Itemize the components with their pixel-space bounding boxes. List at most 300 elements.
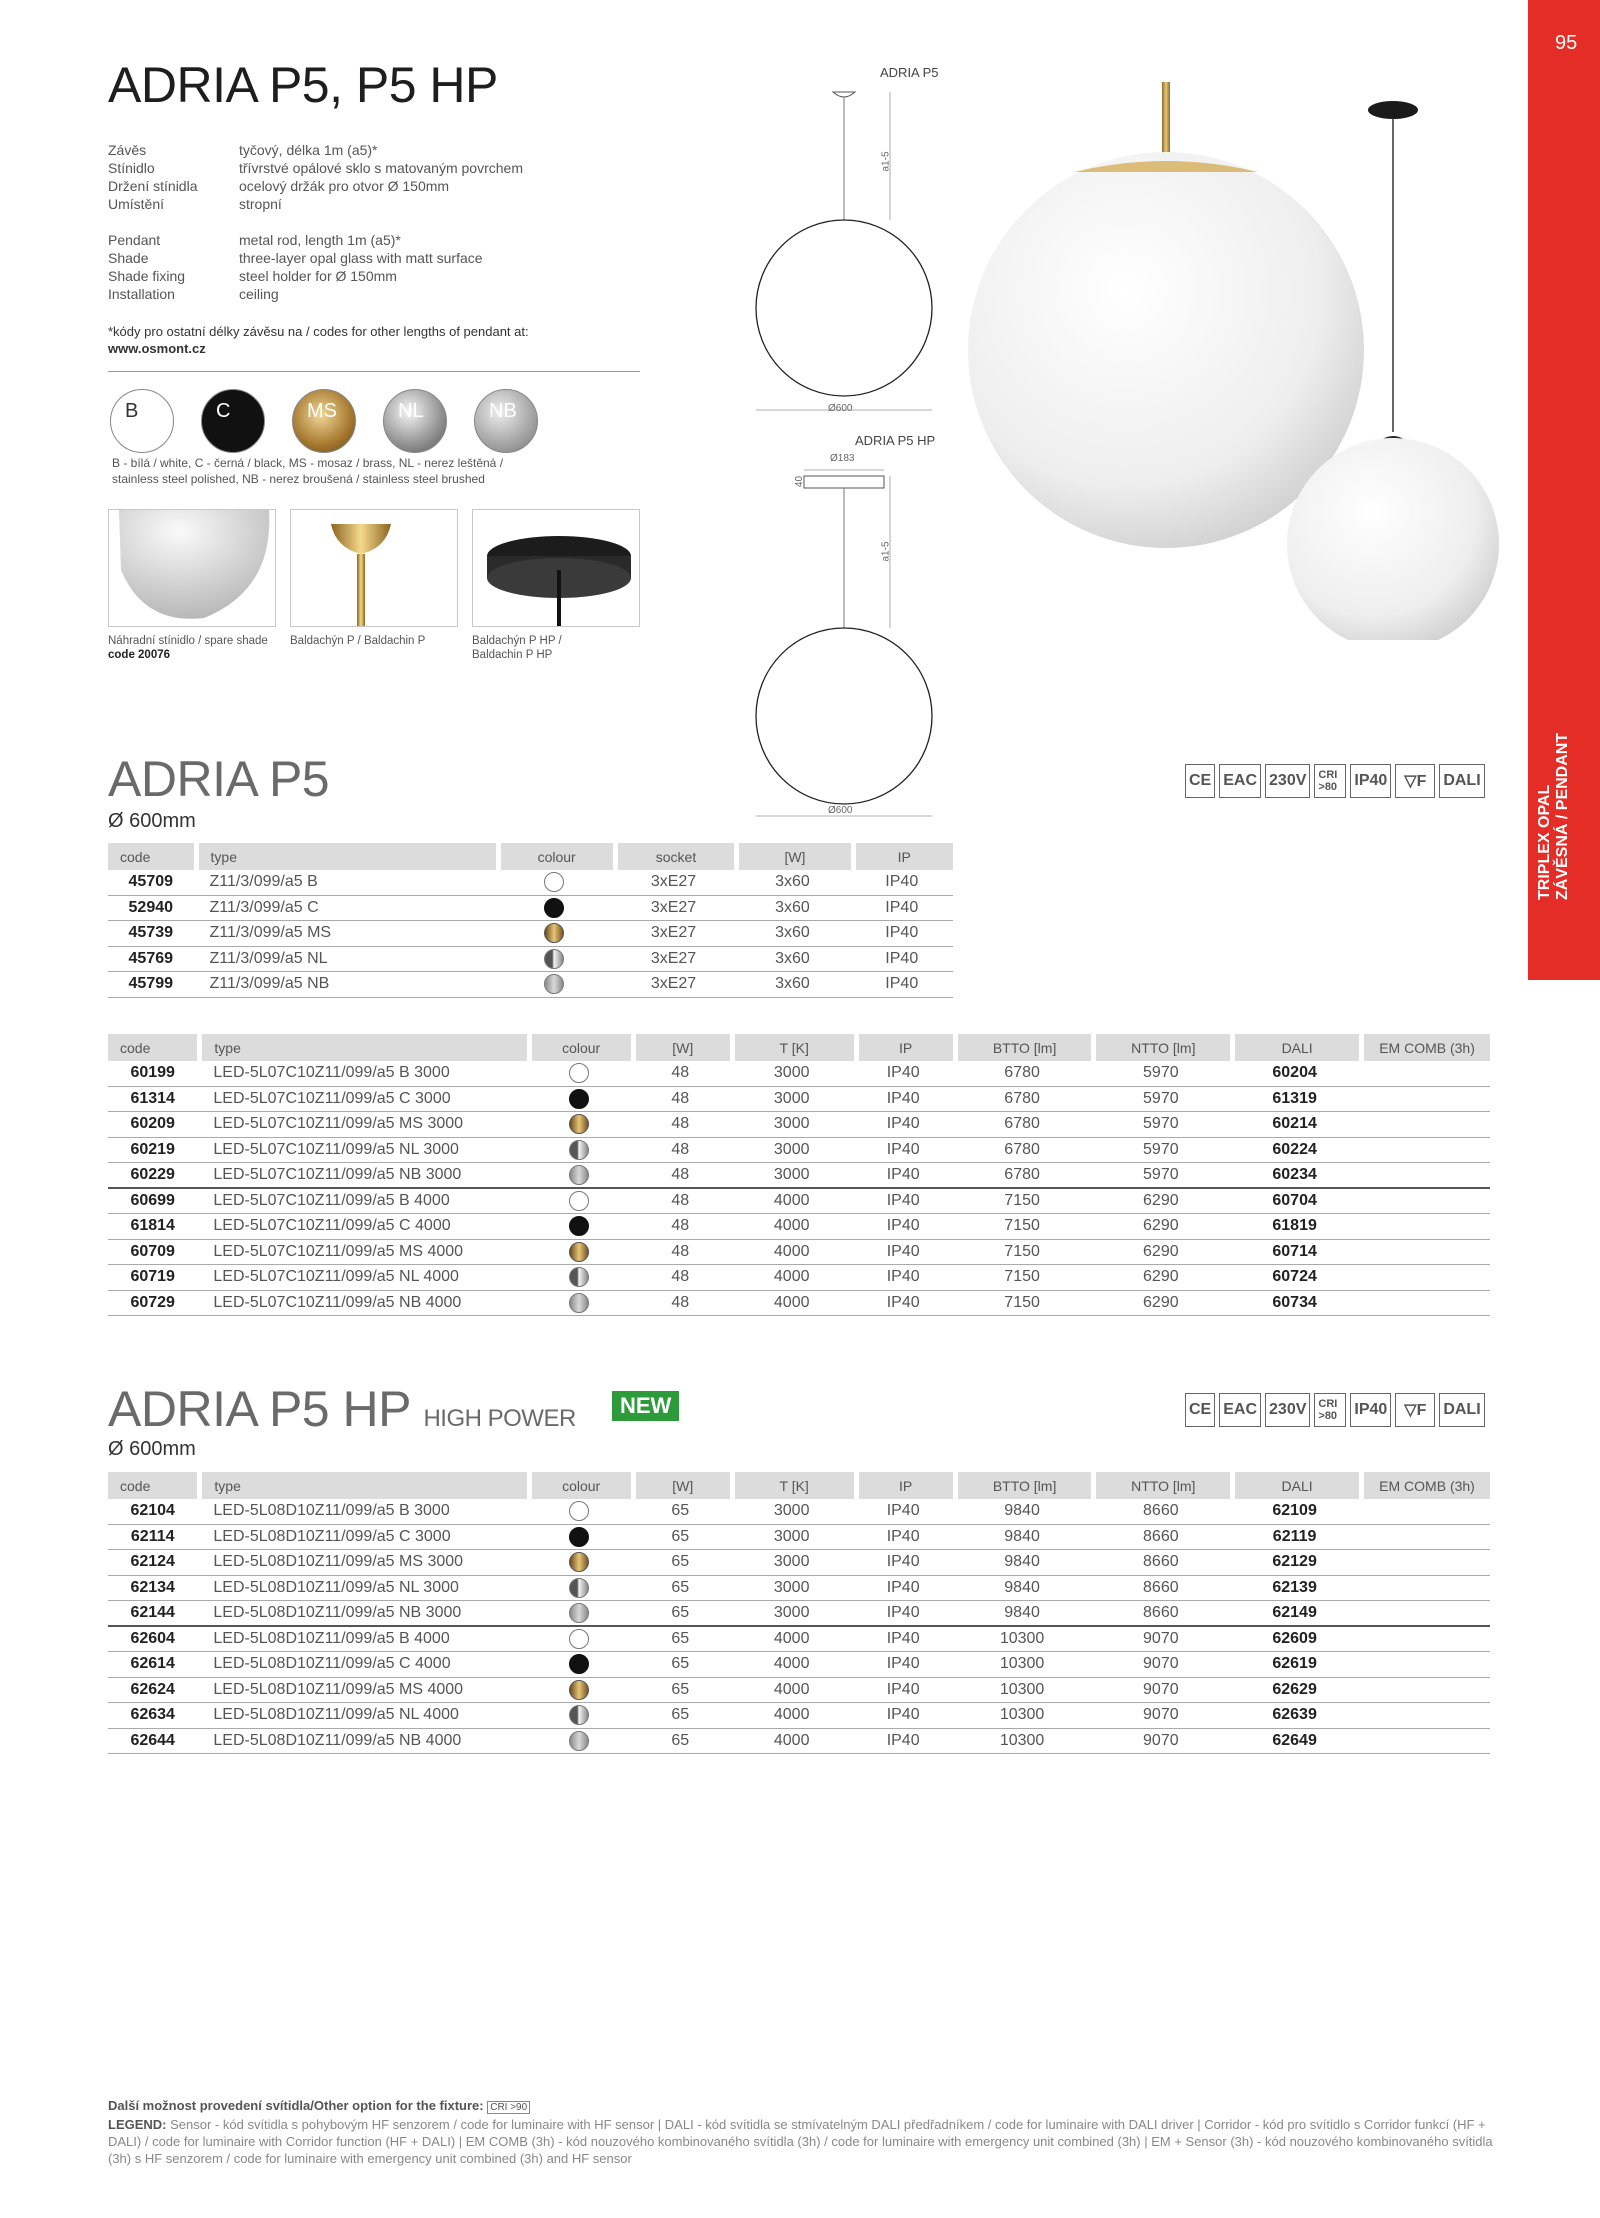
product-type: LED-5L08D10Z11/099/a5 C 3000 bbox=[197, 1525, 526, 1551]
dali-code: 62649 bbox=[1230, 1729, 1359, 1755]
table-row bbox=[108, 1138, 1490, 1164]
table-cell: 4000 bbox=[730, 1265, 854, 1291]
product-code: 60209 bbox=[108, 1112, 197, 1138]
spec-label: Installation bbox=[108, 286, 175, 302]
colour-swatch-cell bbox=[527, 1652, 631, 1678]
colour-dot-icon bbox=[569, 1603, 589, 1623]
product-code: 45769 bbox=[108, 947, 194, 973]
table-cell: 8660 bbox=[1091, 1576, 1230, 1602]
colour-dot-icon bbox=[569, 1501, 589, 1521]
colour-dot-icon bbox=[569, 1191, 589, 1211]
section-title-text: ADRIA P5 HP bbox=[108, 1381, 411, 1437]
colour-dot-icon bbox=[569, 1216, 589, 1236]
colour-swatch-cell bbox=[527, 1627, 631, 1653]
product-type: LED-5L07C10Z11/099/a5 MS 4000 bbox=[197, 1240, 526, 1266]
swatch-steel-brushed bbox=[474, 389, 538, 453]
spec-value: metal rod, length 1m (a5)* bbox=[239, 232, 401, 248]
column-header: IP bbox=[854, 1034, 953, 1061]
ip-icon: IP40 bbox=[1350, 764, 1391, 798]
table-row bbox=[108, 1214, 1490, 1240]
table-cell: 8660 bbox=[1091, 1601, 1230, 1627]
colour-dot-icon bbox=[544, 974, 564, 994]
colour-swatch-cell bbox=[527, 1291, 631, 1317]
column-header: type bbox=[197, 1472, 526, 1499]
column-header: code bbox=[108, 843, 194, 870]
spec-label: Shade bbox=[108, 250, 149, 266]
table-cell: 8660 bbox=[1091, 1550, 1230, 1576]
product-code: 60199 bbox=[108, 1061, 197, 1087]
column-header: IP bbox=[851, 843, 953, 870]
product-code: 62124 bbox=[108, 1550, 197, 1576]
table-cell: 5970 bbox=[1091, 1163, 1230, 1189]
table-p5hp-led bbox=[108, 1472, 1490, 1754]
colour-swatch-cell bbox=[527, 1189, 631, 1215]
table-cell: 6780 bbox=[953, 1087, 1092, 1113]
colour-dot-icon bbox=[569, 1578, 589, 1598]
table-cell: 6780 bbox=[953, 1112, 1092, 1138]
table-cell: 6290 bbox=[1091, 1240, 1230, 1266]
section-subtitle-p5hp: Ø 600mm bbox=[108, 1438, 196, 1460]
column-header: colour bbox=[496, 843, 613, 870]
footer bbox=[108, 2097, 1498, 2167]
colour-dot-icon bbox=[569, 1114, 589, 1134]
section-title-suffix: HIGH POWER bbox=[423, 1405, 576, 1432]
table-cell: 3xE27 bbox=[613, 972, 735, 998]
column-header: BTTO [lm] bbox=[953, 1034, 1092, 1061]
product-type: LED-5L07C10Z11/099/a5 C 3000 bbox=[197, 1087, 526, 1113]
table-cell: 4000 bbox=[730, 1214, 854, 1240]
table-cell bbox=[1359, 1729, 1490, 1755]
product-type: LED-5L07C10Z11/099/a5 NB 4000 bbox=[197, 1291, 526, 1317]
column-header: DALI bbox=[1230, 1472, 1359, 1499]
product-code: 45799 bbox=[108, 972, 194, 998]
table-cell: 9070 bbox=[1091, 1652, 1230, 1678]
table-cell: IP40 bbox=[854, 1627, 953, 1653]
table-row bbox=[108, 1525, 1490, 1551]
table-cell bbox=[1359, 1240, 1490, 1266]
table-cell: IP40 bbox=[851, 870, 953, 896]
table-p5-led bbox=[108, 1034, 1490, 1316]
table-cell bbox=[1359, 1525, 1490, 1551]
colour-swatch-cell bbox=[496, 921, 613, 947]
table-cell bbox=[1359, 1291, 1490, 1317]
dali-code: 60704 bbox=[1230, 1189, 1359, 1215]
table-cell bbox=[1359, 1652, 1490, 1678]
table-row bbox=[108, 1601, 1490, 1627]
colour-swatch-cell bbox=[527, 1240, 631, 1266]
table-cell: 7150 bbox=[953, 1291, 1092, 1317]
table-cell: 4000 bbox=[730, 1240, 854, 1266]
table-cell: 4000 bbox=[730, 1729, 854, 1755]
accessory-code: code 20076 bbox=[108, 649, 171, 661]
dali-code: 62639 bbox=[1230, 1703, 1359, 1729]
colour-dot-icon bbox=[569, 1705, 589, 1725]
table-cell: 48 bbox=[631, 1163, 730, 1189]
table-cell: 65 bbox=[631, 1525, 730, 1551]
table-cell: 9070 bbox=[1091, 1678, 1230, 1704]
footer-legend: Sensor - kód svítidla s pohybovým HF senzorem / code for luminaire with HF sensor | DALI - kód svítidla se stmívatelným DALI předřadníkem / code for luminaire with DALI driver | Corridor - kód pro svítidlo s Corridor funkcí (HF + DALI) / code for luminaire with Corridor function (HF + DALI) | EM COMB (3h) - kód nouzového kombinovaného svítidla (3h) / code for luminaire with emergency unit combined (3h) | EM + Sensor (3h) - kód nouzového kombinovaného svítidla (3h) s HF senzorem / code for luminaire with emergency unit combined (3h) and HF sensor bbox=[108, 2117, 1493, 2166]
table-cell: 65 bbox=[631, 1627, 730, 1653]
colour-dot-icon bbox=[569, 1731, 589, 1751]
table-cell: 3000 bbox=[730, 1499, 854, 1525]
table-cell: 65 bbox=[631, 1703, 730, 1729]
table-cell: 8660 bbox=[1091, 1499, 1230, 1525]
table-cell: 4000 bbox=[730, 1652, 854, 1678]
dali-code: 60224 bbox=[1230, 1138, 1359, 1164]
side-label-line1: TRIPLEX OPAL bbox=[1536, 784, 1553, 900]
new-badge: NEW bbox=[612, 1391, 679, 1421]
table-row bbox=[108, 1061, 1490, 1087]
table-cell: IP40 bbox=[854, 1087, 953, 1113]
page-title: ADRIA P5, P5 HP bbox=[108, 57, 498, 113]
swatch-label: MS bbox=[307, 400, 337, 422]
colour-dot-icon bbox=[569, 1242, 589, 1262]
spec-value: tyčový, délka 1m (a5)* bbox=[239, 142, 378, 158]
table-cell: 3000 bbox=[730, 1087, 854, 1113]
column-header: T [K] bbox=[730, 1472, 854, 1499]
table-cell: 5970 bbox=[1091, 1087, 1230, 1113]
table-cell: 7150 bbox=[953, 1214, 1092, 1240]
table-cell: IP40 bbox=[851, 921, 953, 947]
table-cell: 3xE27 bbox=[613, 947, 735, 973]
table-cell: IP40 bbox=[854, 1112, 953, 1138]
cri-90-icon: CRI >90 bbox=[487, 2101, 530, 2114]
table-row bbox=[108, 921, 953, 947]
product-type: LED-5L08D10Z11/099/a5 NL 4000 bbox=[197, 1703, 526, 1729]
colour-swatch-cell bbox=[527, 1601, 631, 1627]
table-cell: IP40 bbox=[854, 1729, 953, 1755]
product-code: 61314 bbox=[108, 1087, 197, 1113]
product-code: 52940 bbox=[108, 896, 194, 922]
table-row bbox=[108, 1576, 1490, 1602]
table-cell: IP40 bbox=[851, 972, 953, 998]
table-cell bbox=[1359, 1627, 1490, 1653]
colour-swatch-cell bbox=[527, 1729, 631, 1755]
product-code: 62644 bbox=[108, 1729, 197, 1755]
table-cell: 65 bbox=[631, 1499, 730, 1525]
baldachin-p-image bbox=[290, 509, 458, 627]
table-cell bbox=[1359, 1138, 1490, 1164]
colour-swatch-cell bbox=[527, 1499, 631, 1525]
table-cell bbox=[1359, 1112, 1490, 1138]
dali-code: 60234 bbox=[1230, 1163, 1359, 1189]
divider bbox=[108, 371, 640, 372]
baldachin-p-illustration bbox=[291, 510, 458, 627]
colour-dot-icon bbox=[544, 923, 564, 943]
colour-swatch-cell bbox=[527, 1061, 631, 1087]
table-cell: 65 bbox=[631, 1550, 730, 1576]
column-header: [W] bbox=[631, 1034, 730, 1061]
colour-dot-icon bbox=[569, 1680, 589, 1700]
table-cell: 3000 bbox=[730, 1576, 854, 1602]
dimension-label: a1-5 bbox=[880, 151, 892, 172]
table-cell: 3xE27 bbox=[613, 896, 735, 922]
table-row bbox=[108, 947, 953, 973]
swatch-brass bbox=[292, 389, 356, 453]
spare-shade-illustration bbox=[109, 510, 276, 627]
colour-dot-icon bbox=[569, 1293, 589, 1313]
dali-icon: DALI bbox=[1439, 764, 1484, 798]
table-cell: 3x60 bbox=[734, 896, 850, 922]
table-cell: 9840 bbox=[953, 1576, 1092, 1602]
diagram-label-p5: ADRIA P5 bbox=[880, 65, 939, 80]
product-type: LED-5L08D10Z11/099/a5 MS 4000 bbox=[197, 1678, 526, 1704]
table-cell: 10300 bbox=[953, 1703, 1092, 1729]
table-cell: 3xE27 bbox=[613, 870, 735, 896]
dali-code: 62139 bbox=[1230, 1576, 1359, 1602]
table-row bbox=[108, 1163, 1490, 1189]
dali-code: 62129 bbox=[1230, 1550, 1359, 1576]
dimension-label: Ø183 bbox=[830, 453, 855, 464]
table-cell: 3x60 bbox=[734, 947, 850, 973]
colour-dot-icon bbox=[569, 1140, 589, 1160]
table-cell: 9840 bbox=[953, 1499, 1092, 1525]
table-cell bbox=[1359, 1678, 1490, 1704]
dali-code: 62119 bbox=[1230, 1525, 1359, 1551]
column-header: [W] bbox=[631, 1472, 730, 1499]
table-cell bbox=[1359, 1189, 1490, 1215]
column-header: socket bbox=[613, 843, 735, 870]
table-cell: 6290 bbox=[1091, 1265, 1230, 1291]
column-header: code bbox=[108, 1472, 197, 1499]
swatch-label: B bbox=[125, 400, 139, 422]
table-cell: 65 bbox=[631, 1678, 730, 1704]
product-type: LED-5L07C10Z11/099/a5 MS 3000 bbox=[197, 1112, 526, 1138]
table-header bbox=[108, 1472, 1490, 1499]
table-cell: 48 bbox=[631, 1214, 730, 1240]
swatch-label: C bbox=[216, 400, 231, 422]
spec-value: three-layer opal glass with matt surface bbox=[239, 250, 483, 266]
colour-swatch-cell bbox=[527, 1087, 631, 1113]
eac-icon: EAC bbox=[1219, 1393, 1261, 1427]
accessory-caption-text: Baldachin P HP bbox=[472, 649, 553, 661]
table-row bbox=[108, 1627, 1490, 1653]
table-cell bbox=[1359, 1163, 1490, 1189]
colour-swatch-cell bbox=[496, 870, 613, 896]
table-cell: IP40 bbox=[854, 1214, 953, 1240]
product-code: 61814 bbox=[108, 1214, 197, 1240]
product-type: LED-5L07C10Z11/099/a5 NL 3000 bbox=[197, 1138, 526, 1164]
product-type: Z11/3/099/a5 NB bbox=[194, 972, 496, 998]
table-cell: 3x60 bbox=[734, 870, 850, 896]
footer-option: Další možnost provedení svítidla/Other option for the fixture: bbox=[108, 2098, 484, 2113]
table-cell: IP40 bbox=[854, 1652, 953, 1678]
table-cell: IP40 bbox=[854, 1678, 953, 1704]
table-cell: 4000 bbox=[730, 1703, 854, 1729]
table-cell: 48 bbox=[631, 1138, 730, 1164]
cri-icon: CRI >80 bbox=[1314, 1393, 1346, 1427]
eac-icon: EAC bbox=[1219, 764, 1261, 798]
table-cell: 5970 bbox=[1091, 1112, 1230, 1138]
product-code: 60709 bbox=[108, 1240, 197, 1266]
table-cell: IP40 bbox=[854, 1163, 953, 1189]
column-header: type bbox=[194, 843, 496, 870]
swatch-black bbox=[201, 389, 265, 453]
product-type: Z11/3/099/a5 NL bbox=[194, 947, 496, 973]
product-type: LED-5L08D10Z11/099/a5 NB 3000 bbox=[197, 1601, 526, 1627]
table-cell: 48 bbox=[631, 1265, 730, 1291]
swatch-label: NB bbox=[489, 400, 517, 422]
colour-swatch-cell bbox=[527, 1138, 631, 1164]
table-cell: 5970 bbox=[1091, 1061, 1230, 1087]
colour-swatch-cell bbox=[527, 1576, 631, 1602]
table-cell: 6780 bbox=[953, 1061, 1092, 1087]
product-type: LED-5L08D10Z11/099/a5 NL 3000 bbox=[197, 1576, 526, 1602]
accessory-caption bbox=[108, 634, 288, 662]
dali-code: 61819 bbox=[1230, 1214, 1359, 1240]
column-header: BTTO [lm] bbox=[953, 1472, 1092, 1499]
ce-icon: CE bbox=[1185, 1393, 1215, 1427]
column-header: NTTO [lm] bbox=[1091, 1472, 1230, 1499]
table-cell: 4000 bbox=[730, 1291, 854, 1317]
table-cell: 7150 bbox=[953, 1265, 1092, 1291]
table-cell: 65 bbox=[631, 1652, 730, 1678]
voltage-icon: 230V bbox=[1265, 764, 1310, 798]
product-type: Z11/3/099/a5 B bbox=[194, 870, 496, 896]
colour-dot-icon bbox=[569, 1063, 589, 1083]
table-cell: 7150 bbox=[953, 1240, 1092, 1266]
table-row bbox=[108, 870, 953, 896]
product-code: 62104 bbox=[108, 1499, 197, 1525]
table-cell: 48 bbox=[631, 1061, 730, 1087]
side-label-line2: ZÁVĚSNÁ / PENDANT bbox=[1554, 732, 1571, 900]
colour-dot-icon bbox=[544, 872, 564, 892]
table-cell: 3000 bbox=[730, 1550, 854, 1576]
certification-icons bbox=[1185, 1393, 1485, 1427]
column-header: type bbox=[197, 1034, 526, 1061]
section-subtitle-p5: Ø 600mm bbox=[108, 810, 196, 832]
table-cell: 65 bbox=[631, 1601, 730, 1627]
colour-swatch-cell bbox=[496, 947, 613, 973]
spec-value: ceiling bbox=[239, 286, 279, 302]
product-type: LED-5L08D10Z11/099/a5 B 4000 bbox=[197, 1627, 526, 1653]
colour-dot-icon bbox=[569, 1527, 589, 1547]
table-cell: 3000 bbox=[730, 1525, 854, 1551]
table-cell: 3000 bbox=[730, 1112, 854, 1138]
table-row bbox=[108, 1087, 1490, 1113]
column-header: colour bbox=[527, 1034, 631, 1061]
table-row bbox=[108, 1189, 1490, 1215]
accessory-caption bbox=[290, 634, 470, 648]
table-cell: 9840 bbox=[953, 1550, 1092, 1576]
product-code: 60229 bbox=[108, 1163, 197, 1189]
table-cell: 10300 bbox=[953, 1652, 1092, 1678]
table-cell: 7150 bbox=[953, 1189, 1092, 1215]
dali-icon: DALI bbox=[1439, 1393, 1484, 1427]
product-code: 60219 bbox=[108, 1138, 197, 1164]
table-cell bbox=[1359, 1061, 1490, 1087]
dali-code: 62619 bbox=[1230, 1652, 1359, 1678]
ce-icon: CE bbox=[1185, 764, 1215, 798]
table-cell: 4000 bbox=[730, 1189, 854, 1215]
table-cell: 3x60 bbox=[734, 921, 850, 947]
dali-code: 60724 bbox=[1230, 1265, 1359, 1291]
accessory-caption-text: Baldachýn P HP / bbox=[472, 635, 562, 647]
product-type: LED-5L08D10Z11/099/a5 B 3000 bbox=[197, 1499, 526, 1525]
product-code: 62634 bbox=[108, 1703, 197, 1729]
table-cell: 3000 bbox=[730, 1138, 854, 1164]
dali-code: 61319 bbox=[1230, 1087, 1359, 1113]
accessory-caption-text: Baldachýn P / Baldachin P bbox=[290, 635, 426, 647]
product-type: LED-5L08D10Z11/099/a5 C 4000 bbox=[197, 1652, 526, 1678]
table-cell: 4000 bbox=[730, 1678, 854, 1704]
table-cell: 48 bbox=[631, 1189, 730, 1215]
swatch-white bbox=[110, 389, 174, 453]
table-row bbox=[108, 1678, 1490, 1704]
table-cell: IP40 bbox=[854, 1499, 953, 1525]
table-cell: IP40 bbox=[854, 1291, 953, 1317]
table-cell bbox=[1359, 1550, 1490, 1576]
colour-dot-icon bbox=[569, 1629, 589, 1649]
column-header: code bbox=[108, 1034, 197, 1061]
lengths-note: *kódy pro ostatní délky závěsu na / codes for other lengths of pendant at: bbox=[108, 324, 529, 339]
colour-swatch-cell bbox=[527, 1525, 631, 1551]
table-cell: 65 bbox=[631, 1729, 730, 1755]
website-link[interactable]: www.osmont.cz bbox=[108, 341, 206, 356]
colour-dot-icon bbox=[544, 898, 564, 918]
column-header: NTTO [lm] bbox=[1091, 1034, 1230, 1061]
table-row bbox=[108, 1112, 1490, 1138]
table-cell: 6290 bbox=[1091, 1291, 1230, 1317]
spec-label: Pendant bbox=[108, 232, 161, 248]
table-cell: 9070 bbox=[1091, 1627, 1230, 1653]
spec-value: třívrstvé opálové sklo s matovaným povrchem bbox=[239, 160, 523, 176]
cri-icon: CRI >80 bbox=[1314, 764, 1346, 798]
table-cell: 6290 bbox=[1091, 1214, 1230, 1240]
specs-en bbox=[108, 231, 628, 303]
table-cell: 10300 bbox=[953, 1627, 1092, 1653]
product-type: LED-5L07C10Z11/099/a5 NB 3000 bbox=[197, 1163, 526, 1189]
table-cell: 9840 bbox=[953, 1601, 1092, 1627]
dali-code: 60214 bbox=[1230, 1112, 1359, 1138]
swatch-steel-polished bbox=[383, 389, 447, 453]
column-header: EM COMB (3h) bbox=[1359, 1472, 1490, 1499]
spec-label: Shade fixing bbox=[108, 268, 186, 284]
product-type: LED-5L08D10Z11/099/a5 MS 3000 bbox=[197, 1550, 526, 1576]
table-header bbox=[108, 1034, 1490, 1061]
spec-label: Závěs bbox=[108, 142, 147, 158]
spec-value: ocelový držák pro otvor Ø 150mm bbox=[239, 178, 450, 194]
table-cell: IP40 bbox=[854, 1601, 953, 1627]
table-cell: 3000 bbox=[730, 1163, 854, 1189]
ip-icon: IP40 bbox=[1350, 1393, 1391, 1427]
table-cell bbox=[1359, 1499, 1490, 1525]
table-cell: 6780 bbox=[953, 1163, 1092, 1189]
table-cell: 9070 bbox=[1091, 1729, 1230, 1755]
table-cell: IP40 bbox=[854, 1240, 953, 1266]
product-code: 60719 bbox=[108, 1265, 197, 1291]
voltage-icon: 230V bbox=[1265, 1393, 1310, 1427]
table-row bbox=[108, 972, 953, 998]
dimension-label: Ø600 bbox=[828, 805, 853, 816]
dali-code: 62109 bbox=[1230, 1499, 1359, 1525]
table-cell: 8660 bbox=[1091, 1525, 1230, 1551]
spec-label: Stínidlo bbox=[108, 160, 155, 176]
dimension-label: 40 bbox=[794, 475, 806, 488]
product-code: 62624 bbox=[108, 1678, 197, 1704]
table-cell bbox=[1359, 1601, 1490, 1627]
colour-swatch-cell bbox=[496, 896, 613, 922]
table-row bbox=[108, 1240, 1490, 1266]
section-title-p5: ADRIA P5 bbox=[108, 751, 330, 807]
table-cell: 48 bbox=[631, 1291, 730, 1317]
page-number: 95 bbox=[1555, 32, 1578, 54]
table-row bbox=[108, 1703, 1490, 1729]
table-cell: 9840 bbox=[953, 1525, 1092, 1551]
dali-code: 62149 bbox=[1230, 1601, 1359, 1627]
table-cell: IP40 bbox=[854, 1189, 953, 1215]
table-cell: 3xE27 bbox=[613, 921, 735, 947]
